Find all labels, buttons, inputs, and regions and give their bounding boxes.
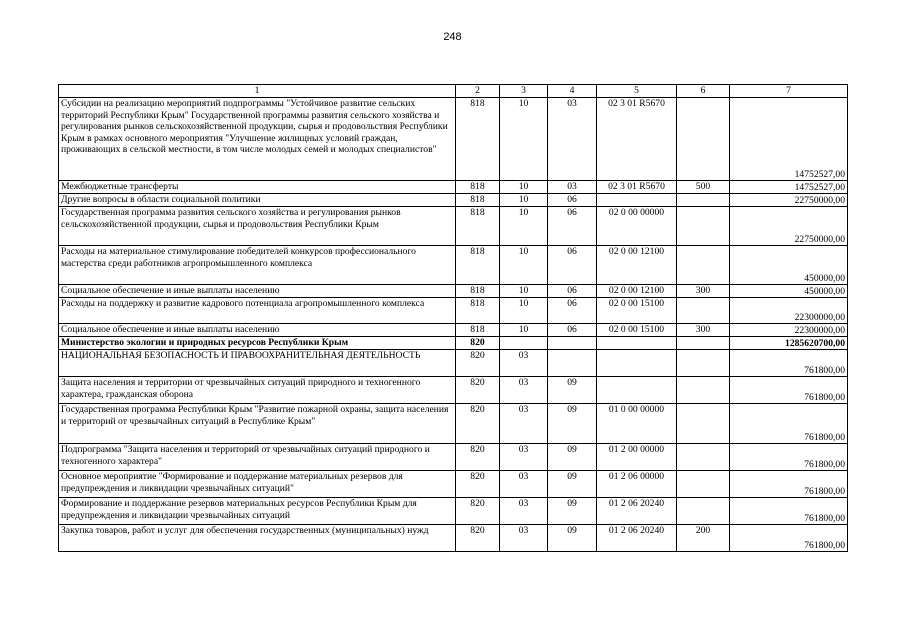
column-header: 3 — [500, 85, 548, 98]
amount: 761800,00 — [730, 404, 848, 444]
ministry-code: 820 — [456, 525, 500, 552]
section-code: 10 — [500, 194, 548, 207]
column-header: 6 — [677, 85, 730, 98]
subsection-code: 06 — [548, 194, 597, 207]
subsection-code: 06 — [548, 246, 597, 285]
expense-type-code: 200 — [677, 525, 730, 552]
expense-type-code — [677, 194, 730, 207]
section-code: 03 — [500, 444, 548, 471]
ministry-code: 820 — [456, 471, 500, 498]
table-row — [59, 98, 848, 181]
ministry-code: 818 — [456, 194, 500, 207]
expense-name: Межбюджетные трансферты — [59, 181, 456, 194]
expense-type-code — [677, 444, 730, 471]
target-article-code: 02 0 00 00000 — [597, 207, 677, 246]
amount: 761800,00 — [730, 498, 848, 525]
section-code: 03 — [500, 471, 548, 498]
expense-type-code — [677, 377, 730, 404]
amount: 761800,00 — [730, 525, 848, 552]
subsection-code: 09 — [548, 377, 597, 404]
table-row — [59, 207, 848, 246]
subsection-code: 09 — [548, 404, 597, 444]
expense-type-code — [677, 98, 730, 181]
amount: 450000,00 — [730, 246, 848, 285]
amount: 22750000,00 — [730, 207, 848, 246]
header-row — [59, 85, 848, 98]
ministry-code: 820 — [456, 498, 500, 525]
subsection-code: 06 — [548, 285, 597, 298]
table-row — [59, 194, 848, 207]
budget-table — [58, 84, 848, 552]
expense-type-code — [677, 246, 730, 285]
target-article-code — [597, 350, 677, 377]
ministry-code: 820 — [456, 337, 500, 350]
target-article-code: 02 0 00 12100 — [597, 246, 677, 285]
expense-type-code — [677, 471, 730, 498]
expense-name: Социальное обеспечение и иные выплаты населению — [59, 285, 456, 298]
expense-name: Государственная программа Республики Крым "Развитие пожарной охраны, защита населения и территорий от чрезвычайных ситуаций в Республике Крым" — [59, 404, 456, 444]
expense-name: Государственная программа развития сельского хозяйства и регулирования рынков сельскохозяйственной продукции, сырья и продовольствия Республики Крым — [59, 207, 456, 246]
section-code: 10 — [500, 298, 548, 324]
section-code: 03 — [500, 498, 548, 525]
ministry-code: 818 — [456, 285, 500, 298]
section-code: 10 — [500, 285, 548, 298]
subsection-code: 09 — [548, 471, 597, 498]
subsection-code: 09 — [548, 444, 597, 471]
section-code: 03 — [500, 377, 548, 404]
target-article-code — [597, 194, 677, 207]
expense-name: Подпрограмма "Защита населения и территорий от чрезвычайных ситуаций природного и техногенного характера" — [59, 444, 456, 471]
subsection-code — [548, 350, 597, 377]
table-row — [59, 377, 848, 404]
target-article-code: 02 3 01 R5670 — [597, 181, 677, 194]
ministry-code: 820 — [456, 377, 500, 404]
column-header: 2 — [456, 85, 500, 98]
table-row — [59, 246, 848, 285]
expense-name: Социальное обеспечение и иные выплаты населению — [59, 324, 456, 337]
ministry-code: 818 — [456, 298, 500, 324]
ministry-code: 818 — [456, 207, 500, 246]
amount: 14752527,00 — [730, 181, 848, 194]
ministry-code: 818 — [456, 181, 500, 194]
target-article-code: 02 3 01 R5670 — [597, 98, 677, 181]
page-number: 248 — [443, 31, 462, 43]
target-article-code: 01 2 00 00000 — [597, 444, 677, 471]
expense-name: Другие вопросы в области социальной политики — [59, 194, 456, 207]
section-code: 10 — [500, 98, 548, 181]
ministry-code: 820 — [456, 444, 500, 471]
expense-type-code: 500 — [677, 181, 730, 194]
expense-type-code — [677, 350, 730, 377]
amount: 22300000,00 — [730, 324, 848, 337]
target-article-code — [597, 337, 677, 350]
expense-type-code — [677, 337, 730, 350]
subsection-code: 03 — [548, 181, 597, 194]
target-article-code: 01 0 00 00000 — [597, 404, 677, 444]
table-row — [59, 350, 848, 377]
expense-name: Закупка товаров, работ и услуг для обеспечения государственных (муниципальных) нужд — [59, 525, 456, 552]
expense-type-code: 300 — [677, 324, 730, 337]
column-header: 5 — [597, 85, 677, 98]
amount: 761800,00 — [730, 444, 848, 471]
expense-name: Формирование и поддержание резервов материальных ресурсов Республики Крым для предупреждения и ликвидации чрезвычайных ситуаций — [59, 498, 456, 525]
section-code — [500, 337, 548, 350]
subsection-code: 03 — [548, 98, 597, 181]
column-header: 1 — [59, 85, 456, 98]
table-row — [59, 444, 848, 471]
expense-name: НАЦИОНАЛЬНАЯ БЕЗОПАСНОСТЬ И ПРАВООХРАНИТЕЛЬНАЯ ДЕЯТЕЛЬНОСТЬ — [59, 350, 456, 377]
ministry-code: 820 — [456, 404, 500, 444]
table-row — [59, 324, 848, 337]
ministry-code: 820 — [456, 350, 500, 377]
subsection-code: 09 — [548, 525, 597, 552]
expense-name: Расходы на поддержку и развитие кадрового потенциала агропромышленного комплекса — [59, 298, 456, 324]
amount: 22750000,00 — [730, 194, 848, 207]
table-row — [59, 181, 848, 194]
amount: 22300000,00 — [730, 298, 848, 324]
amount: 761800,00 — [730, 350, 848, 377]
section-code: 03 — [500, 404, 548, 444]
amount: 14752527,00 — [730, 98, 848, 181]
expense-name: Субсидии на реализацию мероприятий подпрограммы "Устойчивое развитие сельских территорий Республики Крым" Государственной программы развития сельского хозяйства и регулирования рынков сельскохозяйственной продукции, сырья и продовольствия Республики Крым в рамках основного мероприятия "Улучшение жилищных условий граждан, проживающих в сельской местности, в том числе молодых семей и молодых специалистов" — [59, 98, 456, 181]
amount: 1285620700,00 — [730, 337, 848, 350]
amount: 450000,00 — [730, 285, 848, 298]
column-header: 4 — [548, 85, 597, 98]
table-row — [59, 498, 848, 525]
expense-type-code: 300 — [677, 285, 730, 298]
target-article-code — [597, 377, 677, 404]
column-header: 7 — [730, 85, 848, 98]
target-article-code: 02 0 00 12100 — [597, 285, 677, 298]
amount: 761800,00 — [730, 377, 848, 404]
target-article-code: 02 0 00 15100 — [597, 324, 677, 337]
ministry-code: 818 — [456, 324, 500, 337]
table-row — [59, 298, 848, 324]
section-code: 10 — [500, 246, 548, 285]
ministry-code: 818 — [456, 246, 500, 285]
expense-name: Основное мероприятие "Формирование и поддержание материальных резервов для предупреждения и ликвидации чрезвычайных ситуаций" — [59, 471, 456, 498]
subsection-code: 06 — [548, 324, 597, 337]
expense-type-code — [677, 207, 730, 246]
table-row — [59, 285, 848, 298]
target-article-code: 01 2 06 00000 — [597, 471, 677, 498]
expense-type-code — [677, 498, 730, 525]
expense-type-code — [677, 404, 730, 444]
subsection-code: 06 — [548, 207, 597, 246]
table-row — [59, 471, 848, 498]
section-code: 03 — [500, 525, 548, 552]
section-code: 10 — [500, 181, 548, 194]
section-code: 03 — [500, 350, 548, 377]
table-row — [59, 337, 848, 350]
subsection-code — [548, 337, 597, 350]
target-article-code: 02 0 00 15100 — [597, 298, 677, 324]
table-row — [59, 404, 848, 444]
expense-name: Защита населения и территории от чрезвычайных ситуаций природного и техногенного характера, гражданская оборона — [59, 377, 456, 404]
subsection-code: 09 — [548, 498, 597, 525]
target-article-code: 01 2 06 20240 — [597, 498, 677, 525]
section-code: 10 — [500, 207, 548, 246]
amount: 761800,00 — [730, 471, 848, 498]
target-article-code: 01 2 06 20240 — [597, 525, 677, 552]
table-row — [59, 525, 848, 552]
subsection-code: 06 — [548, 298, 597, 324]
expense-name: Министерство экологии и природных ресурсов Республики Крым — [59, 337, 456, 350]
expense-type-code — [677, 298, 730, 324]
expense-name: Расходы на материальное стимулирование победителей конкурсов профессионального мастерства среди работников агропромышленного комплекса — [59, 246, 456, 285]
section-code: 10 — [500, 324, 548, 337]
ministry-code: 818 — [456, 98, 500, 181]
